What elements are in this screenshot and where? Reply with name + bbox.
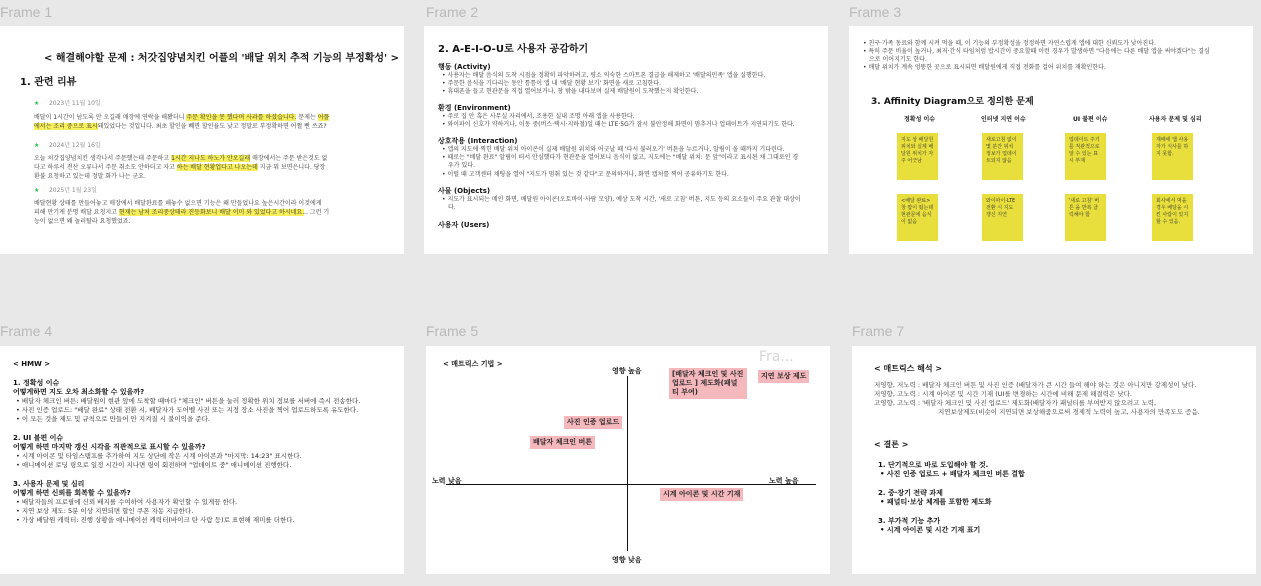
section-heading: 3. Affinity Diagram으로 정의한 문제 xyxy=(871,97,1034,107)
analysis-line: 저영향, 저노력 : 배달자 체크인 버튼 및 사진 인증 (배달자가 큰 시간 들여 해야 하는 것은 아니지만 강제성이 낮다. xyxy=(874,381,1197,389)
matrix-vertical-axis xyxy=(627,376,628,551)
sticky-note[interactable]: 지도 상 배달원 위치와 실제 배달원 위치가 자주 어긋남 xyxy=(897,133,938,180)
list-item: • 앱의 지도에 찍힌 배달 위치 아이콘이 실제 배달원 위치와 어긋날 때 '다시 불러오기' 버튼을 누르거나, 알림이 올 때까지 기다린다. xyxy=(442,146,785,153)
hmw-question: 어떻게 하면 마지막 갱신 시각을 직관적으로 표시할 수 있을까? xyxy=(13,443,206,451)
frame-4[interactable] xyxy=(0,346,404,574)
sticky-note[interactable]: 재배에 앱 사용 자가 식사를 하지 못함. xyxy=(1152,133,1193,180)
review-2-meta: ★ 2024년 12월 16일 xyxy=(34,142,101,149)
list-item: 다. xyxy=(448,204,456,211)
sticky-note[interactable]: <배달 완료> 창 팝이 떴는데 현관문에 음식이 없음 xyxy=(897,194,938,241)
list-item: • 이 모든 것을 제도 및 규칙으로 만들어 안 지켜질 시 불이익을 준다. xyxy=(16,415,210,423)
analysis-line: 저영향, 고노력 : 시계 아이콘 및 시간 기재 (UI를 변경하는 시간에 비해 문제 해결력은 낮다. xyxy=(874,390,1132,398)
section-heading: 1. 정확성 이슈 xyxy=(13,379,60,387)
conclusion-item: • 사진 인증 업로드 + 배달자 체크인 버튼 결합 xyxy=(880,470,1025,478)
review-2-line-1: 오늘 처갓집양념치킨 생각나서 주문했는데 주문하고 1시간 지나도 하노가 안오길래 매장에서는 주문 받은것도 없 xyxy=(34,155,328,162)
section-heading: 2. UI 불편 이슈 xyxy=(13,434,64,442)
page-title: 2. A-E-I-O-U로 사용자 공감하기 xyxy=(438,44,589,55)
column-heading: 인터넷 지연 이슈 xyxy=(981,116,1026,123)
list-item: • 배달자 체크인 버튼: 배달원이 현관 앞에 도착할 때마다 "체크인" 버튼을 눌러 정확한 위치 정보를 서버에 즉시 전송한다. xyxy=(16,397,361,405)
matrix-horizontal-axis xyxy=(446,484,816,485)
analysis-line: 고영향, 고노력 : '배달자 체크인 및 사진 업로드' 제도화(배달자가 패널티를 부여받지 않으려고 노력, xyxy=(874,399,1157,407)
review-3-line-1: 배달현황 상태를 만들어놓고 매장에서 배달완료를 해놓수 없으면 기능은 왜 만들었나요 높은시간이라 이것에게 xyxy=(34,200,322,207)
sticky-note[interactable]: '새로 고침' 버튼 을 반복 클릭해야 함 xyxy=(1065,194,1106,241)
axis-label-bottom: 영향 낮음 xyxy=(612,556,642,564)
sticky-note[interactable]: 와이파이·LTE 전환 시 지도 갱신 지연 xyxy=(982,194,1023,241)
list-item: • 배달 위치가 계속 엉뚱한 곳으로 표시되면 배달원에게 직접 전화를 걸어 위치를 재확인한다. xyxy=(863,64,1106,71)
matrix-tag[interactable]: 사진 인증 업로드 xyxy=(564,416,622,429)
matrix-tag[interactable]: [배달자 체크인 및 사진 업로드 ] 제도화(패널티 부여) xyxy=(669,368,747,399)
sticky-note[interactable]: 업데이트 주기를 직관적으로 알 수 있는 표시 부재 xyxy=(1065,133,1106,180)
conclusion-heading: 1. 단기적으로 바로 도입해야 할 것. xyxy=(878,461,989,469)
list-item: 우가 있다. xyxy=(448,162,475,169)
frame-5[interactable] xyxy=(426,346,830,574)
list-item: • 이럴 때 고객센터 채팅을 열어 "지도가 멈춰 있는 것 같다"고 문의하거나, 화면 캡처를 찍어 공유하기도 한다. xyxy=(442,171,729,178)
frame-4-label[interactable]: Frame 4 xyxy=(0,323,53,339)
axis-label-left: 노력 낮음 xyxy=(432,477,462,485)
axis-label-top: 영향 높음 xyxy=(612,367,642,375)
list-item: • 친구·가족 동료와 함께 시켜 먹을 때, 이 기능의 부정확성을 정정하면 자연스럽게 앱에 대한 신뢰도가 낮아진다. xyxy=(863,40,1156,47)
list-item: • 시계 아이콘 및 타임스탬프를 추가하여 지도 상단에 작은 시계 아이콘과 "마지막: 14:23" 표시한다. xyxy=(16,452,302,460)
review-1-line-2: 에서는 조리 중으로 표시돼있었다는 것입니다. 최초 할인을 빼면 할인율도 낮고 정말로 부정확하면 어쩔 뻔 쓰죠? xyxy=(34,123,327,130)
conclusion-heading: 2. 중·장기 전략 과제 xyxy=(878,489,943,497)
star-icon: ★ xyxy=(34,187,40,194)
conclusion-item: • 시계 아이콘 및 시간 기재 표기 xyxy=(880,526,981,534)
list-item: • 가상 배달원 캐릭터: 진행 상황을 애니메이션 캐릭터(바이크 탄 사람 등)로 표현해 재미를 더한다. xyxy=(16,516,295,524)
column-heading: UI 불편 이슈 xyxy=(1073,116,1108,123)
list-item: • 사용자는 배달 음식의 도착 시점을 정확히 파악하려고, 평소 익숙한 스마트폰 결급을 해제하고 '배달의민족' 앱을 실행한다. xyxy=(442,72,766,79)
star-icon: ★ xyxy=(34,142,40,149)
review-2-line-2: 다고 하루서 전산 오류나서 주문 취소도 안하더고 자고 하는 배달 현황업다고 나오는데 지금 뭐 보면은니다. 당장 xyxy=(34,164,326,171)
page-title: < 해결해야할 문제 : 처갓집양념치킨 어플의 '배달 위치 추적 기능의 부정확성' > xyxy=(44,53,399,64)
page-title: < 매트릭스 기법 > xyxy=(443,360,503,368)
column-heading: 사용자 문제 및 심리 xyxy=(1149,116,1202,123)
list-item: • 특히 주문 비율이 높거나, 최저·간식 타임처럼 밥시간이 중요할때 이런 경우가 발생하면 "다음에는 다른 배달 앱을 써야겠다"는 결심 xyxy=(863,48,1210,55)
review-3-line-3: 능이 없으면 왜 놀러탈라 요청했었죠. xyxy=(34,218,131,225)
review-3-line-2: 피해 만기게 분명 배달 요청지고 현재는 남처 조리중상태라 진등화보니 배달 이미 와 있었다고 하시네요... 그런 기 xyxy=(34,209,330,216)
section-heading: 상호작용 (Interaction) xyxy=(438,137,518,145)
frame-7-label[interactable]: Frame 7 xyxy=(852,323,905,339)
frame-3[interactable] xyxy=(849,26,1253,254)
list-item: • 주로 집 안 혹은 사무실 자리에서, 조용한 실내 조명 아래 앱을 사용한다. xyxy=(442,113,635,120)
section-heading: 행동 (Activity) xyxy=(438,63,491,71)
section-heading: 1. 관련 리뷰 xyxy=(20,77,77,88)
analysis-line: 지연보상제도(비슷이 지연되면 보상해줌으로써 경제적 노력이 높고, 사용자의 만족도도 증음. xyxy=(938,408,1200,416)
list-item: • 애니메이션 로딩 링으로 일정 시간이 지나면 링이 회전하며 "업데이트 중" 애니메이션 진행한다. xyxy=(16,461,292,469)
matrix-tag[interactable]: 배달자 체크인 버튼 xyxy=(530,436,595,449)
axis-label-right: 노력 높음 xyxy=(769,477,799,485)
list-item: • 지도가 표시되는 메인 화면, 배달원 아이콘(오토바이·사람 모양), 예상 도착 시간, '새로 고침' 버튼, 지도 등의 요소들이 주요 관찰 대상이 xyxy=(442,196,801,203)
star-icon: ★ xyxy=(34,100,40,107)
page-title: < 매트릭스 해석 > xyxy=(874,364,943,373)
review-3-meta: ★ 2025년 1월 23일 xyxy=(34,187,97,194)
frame-5-label[interactable]: Frame 5 xyxy=(426,323,479,339)
ghost-frame-label: Fra... xyxy=(759,349,794,365)
hmw-question: 어떻게하면 지도 오차 최소화할 수 있을까? xyxy=(13,388,145,396)
list-item: • 주문한 음식을 기다리는 동안 틈틈이 앱 내 '배달 현황 보기' 화면을 새로 고침한다. xyxy=(442,80,662,87)
frame-3-label[interactable]: Frame 3 xyxy=(849,4,902,20)
section-heading: 3. 사용자 문제 및 심리 xyxy=(13,480,85,488)
section-heading: 사물 (Objects) xyxy=(438,187,491,195)
review-1-line-1: 배달이 1시간이 넘도록 안 오길래 매장에 연락을 해봤더니 주문 확인을 못 했다며 사과를 하셨습니다. 문제는 어플 xyxy=(34,114,330,121)
column-heading: 정확성 이슈 xyxy=(904,116,936,123)
list-item: • 지연 보상 제도: 5분 이상 지연되면 할인 쿠폰 자동 지급한다. xyxy=(16,507,194,515)
section-heading: 환경 (Environment) xyxy=(438,104,511,112)
conclusion-heading: 3. 부가적 기능 추가 xyxy=(878,517,941,525)
list-item: • 와이파이 신호가 약하거나, 이동 중(버스·택시·지하철)일 때는 LTE·5G가 잠시 불안정해 화면이 멈추거나 업데이트가 지연되기도 한다. xyxy=(442,121,795,128)
frame-7[interactable] xyxy=(852,346,1256,574)
list-item: 으로 이어지기도 한다. xyxy=(869,56,927,63)
frame-1[interactable] xyxy=(0,26,404,254)
list-item: • 사진 인증 업로드: "배달 완료" 상태 전환 시, 배달자가 도어벨 사진 또는 지정 장소 사진을 찍어 업로드하도록 유도한다. xyxy=(16,406,359,414)
hmw-question: 어떻게 하면 신뢰를 회복할 수 있을까? xyxy=(13,489,131,497)
frame-2-label[interactable]: Frame 2 xyxy=(426,4,479,20)
review-1-meta: ★ 2023년 11월 10일 xyxy=(34,100,101,107)
frame-2[interactable] xyxy=(424,26,828,254)
sticky-note[interactable]: 회사에서 먹을 경우 배달을 시킨 사람이 있지 할 수 있음. xyxy=(1152,194,1193,241)
conclusion-item: • 패널티·보상 체계를 포함한 제도화 xyxy=(880,498,992,506)
section-heading: < 결론 > xyxy=(874,440,909,449)
list-item: • 배달자들의 프로필에 신뢰 배지를 수여하여 사용자가 확인할 수 있게끔 한다. xyxy=(16,498,238,506)
sticky-note[interactable]: 새로고침 없이 몇 분간 위치 정보가 업데이트되지 않음 xyxy=(982,133,1023,180)
review-2-line-3: 환불 요청하고 있는데 정말 화가 나는 군요. xyxy=(34,173,146,180)
page-title: < HMW > xyxy=(13,360,51,368)
frame-1-label[interactable]: Frame 1 xyxy=(0,4,53,20)
matrix-tag[interactable]: 시계 아이콘 및 시간 기재 xyxy=(660,488,743,501)
list-item: • 휴대폰을 들고 현관문을 직접 열어보거나, 창 밖을 내다보며 실제 배달원이 도착했는지 확인한다. xyxy=(442,88,699,95)
list-item: • 때로는 "배달 완료" 알림이 떠서 안심했다가 현관문을 열어보니 음식이 없고, 지도에는 "배달 위치: 문 앞"이라고 표시된 채 그대로인 경 xyxy=(442,154,799,161)
section-heading: 사용자 (Users) xyxy=(438,221,490,229)
matrix-tag[interactable]: 지연 보상 제도 xyxy=(758,370,809,383)
